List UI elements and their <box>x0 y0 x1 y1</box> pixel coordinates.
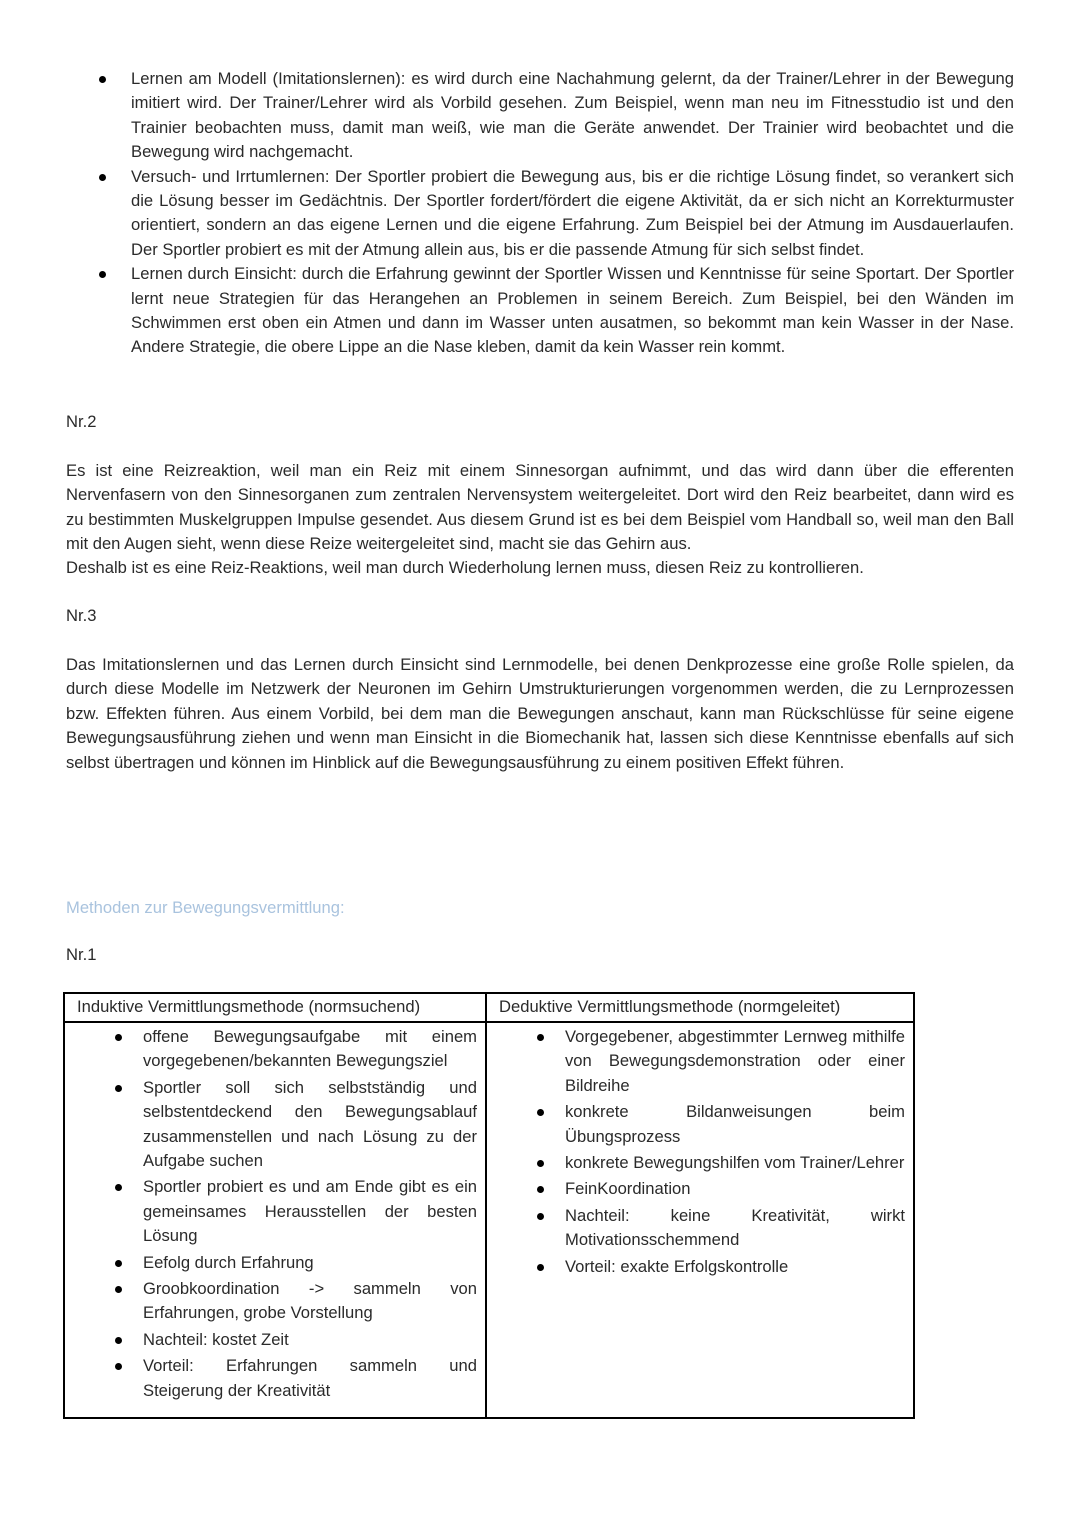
list-item: Nachteil: kostet Zeit <box>77 1328 477 1352</box>
list-item: Vorgegebener, abgestimmter Lernweg mithilfe von Bewegungsdemonstration oder einer Bildreihe <box>499 1025 905 1098</box>
list-item: Sportler soll sich selbstständig und selbstentdeckend den Bewegungsablauf zusammenstellen und nach Lösung zu der Aufgabe suchen <box>77 1076 477 1174</box>
list-item: Eefolg durch Erfahrung <box>77 1251 477 1275</box>
lernarten-list <box>66 67 1014 360</box>
deduktiv-cell <box>486 1022 914 1418</box>
list-item: konkrete Bildanweisungen beim Übungsprozess <box>499 1100 905 1149</box>
list-item: Groobkoordination -> sammeln von Erfahrungen, grobe Vorstellung <box>77 1277 477 1326</box>
deduktiv-list <box>499 1025 905 1279</box>
list-item: FeinKoordination <box>499 1177 905 1201</box>
nr2-paragraph: Es ist eine Reizreaktion, weil man ein Reiz mit einem Sinnesorgan aufnimmt, und das wird dann über die efferenten Nervenfasern von den Sinnesorganen zum zentralen Nervensystem weitergeleitet. Dort wird den Reiz bearbeitet, dann wird es zu bestimmten Muskelgruppen Impulse gesendet. Aus diesem Grund ist es bei dem Beispiel vom Handball so, weil man den Ball mit den Augen sieht, wenn diese Reize weitergeleitet sind, macht sie das Gehirn aus. <box>66 461 1014 554</box>
nr3-paragraph: Das Imitationslernen und das Lernen durch Einsicht sind Lernmodelle, bei denen Denkprozesse eine große Rolle spielen, da durch diese Modelle im Netzwerk der Neuronen im Gehirn Umstrukturierungen vorgenommen werden, die zu Lernprozessen bzw. Effekten führen. Aus einem Vorbild, bei dem man die Bewegungen anschaut, kann man Rückschlüsse für seine eigene Bewegungsausführung ziehen und wenn man Einsicht in die Biomechanik hat, lassen sich diese Kenntnisse ebenfalls auf sich selbst übertragen und können im Hinblick auf die Bewegungsausführung zu einem positiven Effekt führen. <box>66 655 1014 772</box>
induktiv-header: Induktive Vermittlungsmethode (normsuchend) <box>64 993 486 1022</box>
list-item: Lernen durch Einsicht: durch die Erfahrung gewinnt der Sportler Wissen und Kenntnisse für seine Sportart. Der Sportler lernt neue Strategien für das Herangehen an Problemen in seinem Bereich. Zum Beispiel, bei den Wänden im Schwimmen erst oben ein Atmen und dann im Wasser unten ausatmen, so bekommt man kein Wasser in der Nase. Andere Strategie, die obere Lippe an die Nase kleben, damit da kein Wasser rein kommt. <box>66 262 1014 360</box>
nr2-paragraph-conclusion: Deshalb ist es eine Reiz-Reaktions, weil man durch Wiederholung lernen muss, diesen Reiz zu kontrollieren. <box>66 558 864 577</box>
list-item: Versuch- und Irrtumlernen: Der Sportler probiert die Bewegung aus, bis er die richtige Lösung findet, so verankert sich die Lösung besser im Gedächtnis. Der Sportler fordert/fördert die eigene Aktivität, da er sich nicht an Korrekturmuster orientiert, sondern an das eigene Lernen und die eigene Erfahrung. Zum Beispiel bei der Atmung im Ausdauerlaufen. Der Sportler probiert es mit der Atmung allein aus, bis er die passende Atmung für sich selbst findet. <box>66 165 1014 263</box>
methods-table <box>63 992 915 1419</box>
induktiv-list <box>77 1025 477 1403</box>
nr1-label: Nr.1 <box>66 945 97 964</box>
section-heading: Methoden zur Bewegungsvermittlung: <box>66 898 345 917</box>
list-item: Vorteil: Erfahrungen sammeln und Steigerung der Kreativität <box>77 1354 477 1403</box>
induktiv-cell <box>64 1022 486 1418</box>
list-item: Vorteil: exakte Erfolgskontrolle <box>499 1255 905 1279</box>
list-item: Nachteil: keine Kreativität, wirkt Motivationsschemmend <box>499 1204 905 1253</box>
nr3-label: Nr.3 <box>66 606 97 625</box>
nr2-label: Nr.2 <box>66 412 97 431</box>
list-item: Sportler probiert es und am Ende gibt es ein gemeinsames Herausstellen der besten Lösung <box>77 1175 477 1248</box>
list-item: konkrete Bewegungshilfen vom Trainer/Lehrer <box>499 1151 905 1175</box>
list-item: Lernen am Modell (Imitationslernen): es wird durch eine Nachahmung gelernt, da der Trainer/Lehrer in der Bewegung imitiert wird. Der Trainer/Lehrer wird als Vorbild gesehen. Zum Beispiel, wenn man neu im Fitnesstudio ist und den Trainier beobachten muss, damit man weiß, wie man die Geräte anwendet. Der Trainier wird beobachtet und die Bewegung wird nachgemacht. <box>66 67 1014 165</box>
deduktiv-header: Deduktive Vermittlungsmethode (normgeleitet) <box>486 993 914 1022</box>
list-item: offene Bewegungsaufgabe mit einem vorgegebenen/bekannten Bewegungsziel <box>77 1025 477 1074</box>
